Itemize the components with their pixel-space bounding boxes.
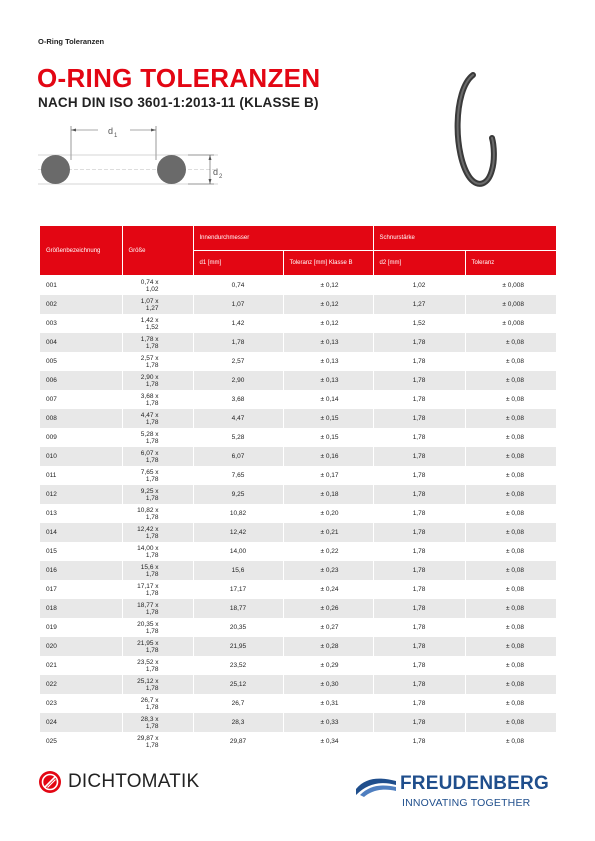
size-cell: 15,6 x 1,78 [122, 561, 193, 580]
size-name-cell: 016 [40, 561, 122, 580]
table-row [40, 447, 556, 466]
tolerance-cell: ± 0,08 [465, 485, 556, 504]
tolerance-cell: ± 0,08 [465, 504, 556, 523]
tolerance-table [40, 226, 556, 751]
tolerance-class-cell: ± 0,24 [283, 580, 373, 599]
d1-cell: 26,7 [193, 694, 283, 713]
d2-cell: 1,78 [373, 352, 465, 371]
size-cell: 1,42 x 1,52 [122, 314, 193, 333]
tolerance-class-cell: ± 0,31 [283, 694, 373, 713]
d1-cell: 29,87 [193, 732, 283, 751]
d1-cell: 9,25 [193, 485, 283, 504]
d2-cell: 1,78 [373, 409, 465, 428]
d2-cell: 1,78 [373, 542, 465, 561]
size-name-cell: 018 [40, 599, 122, 618]
tolerance-class-cell: ± 0,15 [283, 428, 373, 447]
tolerance-class-cell: ± 0,29 [283, 656, 373, 675]
size-name-cell: 014 [40, 523, 122, 542]
page-title: O-RING TOLERANZEN [37, 63, 321, 93]
tolerance-cell: ± 0,08 [465, 542, 556, 561]
tolerance-cell: ± 0,08 [465, 713, 556, 732]
tolerance-class-cell: ± 0,23 [283, 561, 373, 580]
table-row [40, 656, 556, 675]
d1-cell: 14,00 [193, 542, 283, 561]
tolerance-class-cell: ± 0,13 [283, 333, 373, 352]
size-cell: 12,42 x 1,78 [122, 523, 193, 542]
tolerance-cell: ± 0,08 [465, 466, 556, 485]
table-row [40, 580, 556, 599]
size-cell: 20,35 x 1,78 [122, 618, 193, 637]
cross-section-right [157, 155, 186, 184]
tolerance-class-cell: ± 0,12 [283, 314, 373, 333]
d1-cell: 20,35 [193, 618, 283, 637]
size-name-cell: 022 [40, 675, 122, 694]
size-cell: 23,52 x 1,78 [122, 656, 193, 675]
d1-cell: 17,17 [193, 580, 283, 599]
tolerance-cell: ± 0,008 [465, 314, 556, 333]
page-subtitle: NACH DIN ISO 3601-1:2013-11 (KLASSE B) [38, 95, 319, 110]
table-row [40, 561, 556, 580]
tolerance-class-cell: ± 0,20 [283, 504, 373, 523]
document-topline: O-Ring Toleranzen [38, 37, 105, 46]
freudenberg-tagline: INNOVATING TOGETHER [402, 797, 531, 809]
size-cell: 6,07 x 1,78 [122, 447, 193, 466]
d1-cell: 2,90 [193, 371, 283, 390]
d1-cell: 25,12 [193, 675, 283, 694]
tolerance-class-cell: ± 0,12 [283, 276, 373, 296]
size-name-cell: 021 [40, 656, 122, 675]
cross-section-left [41, 155, 70, 184]
d1-cell: 15,6 [193, 561, 283, 580]
header-size-name: Größenbezeichnung [40, 226, 122, 276]
d1-subscript: 1 [114, 133, 118, 139]
header-tolerance-class: Toleranz [mm] Klasse B [283, 251, 373, 276]
d1-cell: 18,77 [193, 599, 283, 618]
d1-cell: 2,57 [193, 352, 283, 371]
size-name-cell: 025 [40, 732, 122, 751]
table-row [40, 637, 556, 656]
tolerance-class-cell: ± 0,26 [283, 599, 373, 618]
table-row [40, 314, 556, 333]
size-name-cell: 009 [40, 428, 122, 447]
table-row [40, 542, 556, 561]
tolerance-cell: ± 0,008 [465, 276, 556, 296]
size-cell: 25,12 x 1,78 [122, 675, 193, 694]
header-size: Größe [122, 226, 193, 276]
tolerance-class-cell: ± 0,17 [283, 466, 373, 485]
header-d1: d1 [mm] [193, 251, 283, 276]
d2-cell: 1,52 [373, 314, 465, 333]
oring-cross-section-diagram [38, 120, 238, 200]
table-row [40, 409, 556, 428]
tolerance-class-cell: ± 0,22 [283, 542, 373, 561]
table-row [40, 276, 556, 296]
tolerance-cell: ± 0,08 [465, 352, 556, 371]
d2-cell: 1,27 [373, 295, 465, 314]
tolerance-cell: ± 0,008 [465, 295, 556, 314]
size-cell: 14,00 x 1,78 [122, 542, 193, 561]
d2-cell: 1,78 [373, 694, 465, 713]
d1-cell: 12,42 [193, 523, 283, 542]
freudenberg-waves-icon [356, 775, 398, 797]
d2-cell: 1,78 [373, 485, 465, 504]
tolerance-cell: ± 0,08 [465, 656, 556, 675]
header-tolerance: Toleranz [465, 251, 556, 276]
tolerance-cell: ± 0,08 [465, 618, 556, 637]
tolerance-class-cell: ± 0,30 [283, 675, 373, 694]
table-row [40, 599, 556, 618]
freudenberg-wordmark: FREUDENBERG [400, 773, 549, 794]
table-row [40, 428, 556, 447]
size-name-cell: 004 [40, 333, 122, 352]
dichtomatik-wordmark: DICHTOMATIK [68, 771, 200, 792]
d2-cell: 1,78 [373, 504, 465, 523]
tolerance-class-cell: ± 0,13 [283, 371, 373, 390]
d2-cell: 1,78 [373, 333, 465, 352]
size-name-cell: 024 [40, 713, 122, 732]
size-cell: 10,82 x 1,78 [122, 504, 193, 523]
size-name-cell: 023 [40, 694, 122, 713]
d2-cell: 1,78 [373, 428, 465, 447]
tolerance-cell: ± 0,08 [465, 580, 556, 599]
d1-cell: 7,65 [193, 466, 283, 485]
size-cell: 18,77 x 1,78 [122, 599, 193, 618]
size-name-cell: 019 [40, 618, 122, 637]
d2-cell: 1,78 [373, 523, 465, 542]
size-name-cell: 011 [40, 466, 122, 485]
size-name-cell: 007 [40, 390, 122, 409]
d1-cell: 5,28 [193, 428, 283, 447]
size-cell: 29,87 x 1,78 [122, 732, 193, 751]
size-name-cell: 010 [40, 447, 122, 466]
table-row [40, 333, 556, 352]
dichtomatik-logo [38, 770, 199, 794]
d1-cell: 1,07 [193, 295, 283, 314]
d2-subscript: 2 [219, 174, 223, 180]
table-row [40, 694, 556, 713]
table-row [40, 618, 556, 637]
table-row [40, 523, 556, 542]
d2-cell: 1,78 [373, 371, 465, 390]
tolerance-class-cell: ± 0,15 [283, 409, 373, 428]
d2-cell: 1,78 [373, 637, 465, 656]
tolerance-cell: ± 0,08 [465, 371, 556, 390]
d1-cell: 0,74 [193, 276, 283, 296]
header-inner-diameter: Innendurchmesser [193, 226, 373, 251]
oring-product-image [448, 70, 508, 190]
d2-cell: 1,78 [373, 561, 465, 580]
d2-cell: 1,78 [373, 390, 465, 409]
tolerance-class-cell: ± 0,12 [283, 295, 373, 314]
d1-label: d [108, 126, 114, 136]
d2-cell: 1,02 [373, 276, 465, 296]
tolerance-class-cell: ± 0,14 [283, 390, 373, 409]
d1-cell: 6,07 [193, 447, 283, 466]
d2-cell: 1,78 [373, 580, 465, 599]
size-name-cell: 002 [40, 295, 122, 314]
tolerance-cell: ± 0,08 [465, 561, 556, 580]
d2-cell: 1,78 [373, 732, 465, 751]
tolerance-cell: ± 0,08 [465, 637, 556, 656]
size-cell: 28,3 x 1,78 [122, 713, 193, 732]
d1-cell: 3,68 [193, 390, 283, 409]
size-cell: 2,57 x 1,78 [122, 352, 193, 371]
size-cell: 1,07 x 1,27 [122, 295, 193, 314]
d2-cell: 1,78 [373, 675, 465, 694]
tolerance-cell: ± 0,08 [465, 333, 556, 352]
size-name-cell: 013 [40, 504, 122, 523]
tolerance-class-cell: ± 0,21 [283, 523, 373, 542]
table-row [40, 352, 556, 371]
table-row [40, 295, 556, 314]
d1-cell: 23,52 [193, 656, 283, 675]
size-cell: 17,17 x 1,78 [122, 580, 193, 599]
dichtomatik-emblem-icon [38, 770, 62, 794]
d2-cell: 1,78 [373, 656, 465, 675]
table-row [40, 713, 556, 732]
size-name-cell: 008 [40, 409, 122, 428]
size-name-cell: 012 [40, 485, 122, 504]
size-cell: 7,65 x 1,78 [122, 466, 193, 485]
table-row [40, 504, 556, 523]
d2-cell: 1,78 [373, 447, 465, 466]
d2-label: d [213, 167, 219, 177]
d1-cell: 1,78 [193, 333, 283, 352]
size-cell: 4,47 x 1,78 [122, 409, 193, 428]
size-cell: 9,25 x 1,78 [122, 485, 193, 504]
size-name-cell: 006 [40, 371, 122, 390]
tolerance-cell: ± 0,08 [465, 447, 556, 466]
tolerance-cell: ± 0,08 [465, 390, 556, 409]
size-cell: 0,74 x 1,02 [122, 276, 193, 296]
d1-cell: 10,82 [193, 504, 283, 523]
size-cell: 1,78 x 1,78 [122, 333, 193, 352]
d1-cell: 21,95 [193, 637, 283, 656]
tolerance-class-cell: ± 0,33 [283, 713, 373, 732]
d2-cell: 1,78 [373, 466, 465, 485]
d2-cell: 1,78 [373, 713, 465, 732]
d2-cell: 1,78 [373, 599, 465, 618]
size-name-cell: 003 [40, 314, 122, 333]
table-row [40, 371, 556, 390]
table-row [40, 485, 556, 504]
size-cell: 21,95 x 1,78 [122, 637, 193, 656]
size-name-cell: 020 [40, 637, 122, 656]
table-row [40, 732, 556, 751]
tolerance-class-cell: ± 0,27 [283, 618, 373, 637]
tolerance-cell: ± 0,08 [465, 675, 556, 694]
tolerance-cell: ± 0,08 [465, 732, 556, 751]
size-name-cell: 017 [40, 580, 122, 599]
table-row [40, 675, 556, 694]
size-name-cell: 005 [40, 352, 122, 371]
tolerance-class-cell: ± 0,13 [283, 352, 373, 371]
header-cross-section: Schnurstärke [373, 226, 556, 251]
tolerance-cell: ± 0,08 [465, 409, 556, 428]
size-name-cell: 015 [40, 542, 122, 561]
tolerance-cell: ± 0,08 [465, 694, 556, 713]
tolerance-class-cell: ± 0,18 [283, 485, 373, 504]
d1-cell: 1,42 [193, 314, 283, 333]
header-d2: d2 [mm] [373, 251, 465, 276]
size-cell: 3,68 x 1,78 [122, 390, 193, 409]
table-row [40, 466, 556, 485]
size-cell: 5,28 x 1,78 [122, 428, 193, 447]
size-name-cell: 001 [40, 276, 122, 296]
tolerance-class-cell: ± 0,28 [283, 637, 373, 656]
tolerance-cell: ± 0,08 [465, 523, 556, 542]
d2-cell: 1,78 [373, 618, 465, 637]
size-cell: 26,7 x 1,78 [122, 694, 193, 713]
size-cell: 2,90 x 1,78 [122, 371, 193, 390]
d1-cell: 28,3 [193, 713, 283, 732]
tolerance-class-cell: ± 0,16 [283, 447, 373, 466]
table-row [40, 390, 556, 409]
tolerance-class-cell: ± 0,34 [283, 732, 373, 751]
tolerance-cell: ± 0,08 [465, 428, 556, 447]
tolerance-cell: ± 0,08 [465, 599, 556, 618]
d1-cell: 4,47 [193, 409, 283, 428]
